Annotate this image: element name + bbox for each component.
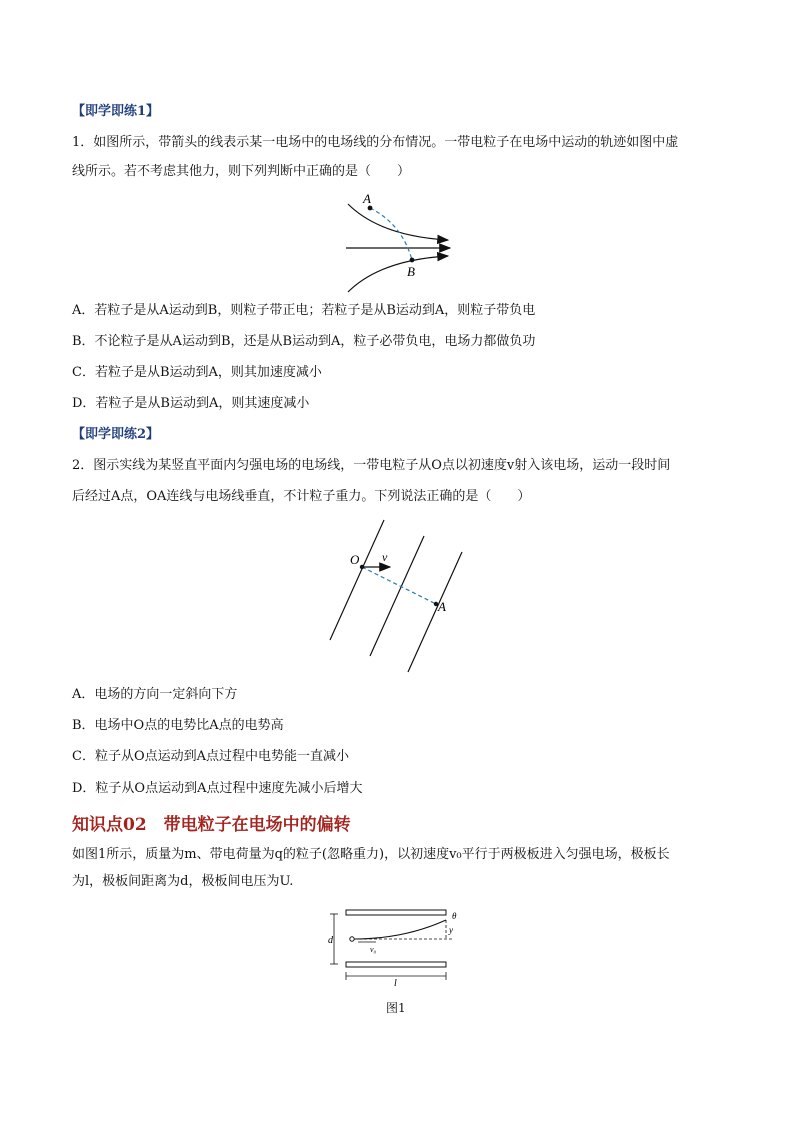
label-a: A	[363, 191, 371, 206]
question-1-option-b: B．不论粒子是从A运动到B，还是从B运动到A，粒子必带负电，电场力都做负功	[72, 334, 536, 349]
uniform-field-figure	[322, 516, 472, 676]
electric-field-lines-figure	[340, 190, 460, 280]
lower-plate	[346, 962, 446, 967]
entry-point	[350, 937, 354, 941]
question-2-option-a: A．电场的方向一定斜向下方	[72, 687, 238, 702]
exercise-tag-1: 【即学即练1】	[72, 104, 160, 119]
label-d: d	[328, 935, 333, 946]
label-v: v	[382, 550, 388, 564]
point-a	[368, 206, 373, 211]
upper-plate	[346, 910, 446, 915]
question-1-option-c: C．若粒子是从B运动到A，则其加速度减小	[72, 365, 322, 380]
label-v0: v₀	[370, 945, 377, 954]
label-y: y	[449, 925, 453, 935]
section-paragraph-line-1: 如图1所示，质量为m、带电荷量为q的粒子(忽略重力)，以初速度v₀平行于两极板进入匀强电场，极板长	[72, 847, 670, 862]
label-a: A	[438, 599, 446, 614]
particle-path	[354, 920, 446, 939]
label-theta: θ	[452, 911, 457, 921]
question-1-option-d: D．若粒子是从B运动到A，则其速度减小	[72, 396, 310, 411]
question-2-line-1: 2．图示实线为某竖直平面内匀强电场的电场线，一带电粒子从O点以初速度v射入该电场，运动一段时间	[72, 458, 671, 473]
question-1-line-1: 1．如图所示，带箭头的线表示某一电场中的电场线的分布情况。一带电粒子在电场中运动的轨迹如图中虚	[72, 135, 679, 150]
field-line-upper	[348, 204, 448, 240]
question-1-option-a: A．若粒子是从A运动到B，则粒子带正电；若粒子是从B运动到A，则粒子带负电	[72, 303, 536, 318]
question-1-line-2: 线所示。若不考虑其他力，则下列判断中正确的是（ ）	[72, 164, 411, 179]
point-b	[410, 258, 415, 263]
section-heading: 知识点02 带电粒子在电场中的偏转	[72, 815, 351, 835]
question-2-line-2: 后经过A点，OA连线与电场线垂直，不计粒子重力。下列说法正确的是（ ）	[72, 489, 531, 504]
question-2-option-c: C．粒子从O点运动到A点过程中电势能一直减小	[72, 749, 349, 764]
label-o: O	[350, 552, 360, 567]
deflection-figure	[324, 906, 474, 989]
question-2-option-b: B．电场中O点的电势比A点的电势高	[72, 718, 284, 733]
oa-dashed-line	[362, 567, 436, 604]
field-line-1	[330, 520, 384, 640]
figure-caption: 图1	[386, 1001, 406, 1015]
label-l: l	[394, 978, 397, 989]
question-2-option-d: D．粒子从O点运动到A点过程中速度先减小后增大	[72, 781, 363, 796]
section-paragraph-line-2: 为l，极板间距离为d，极板间电压为U.	[72, 874, 294, 889]
exercise-tag-2: 【即学即练2】	[72, 427, 160, 442]
label-b: B	[407, 264, 415, 279]
point-o	[360, 565, 364, 569]
field-line-3	[408, 552, 462, 672]
field-line-lower	[348, 256, 448, 292]
field-line-2	[370, 536, 424, 656]
